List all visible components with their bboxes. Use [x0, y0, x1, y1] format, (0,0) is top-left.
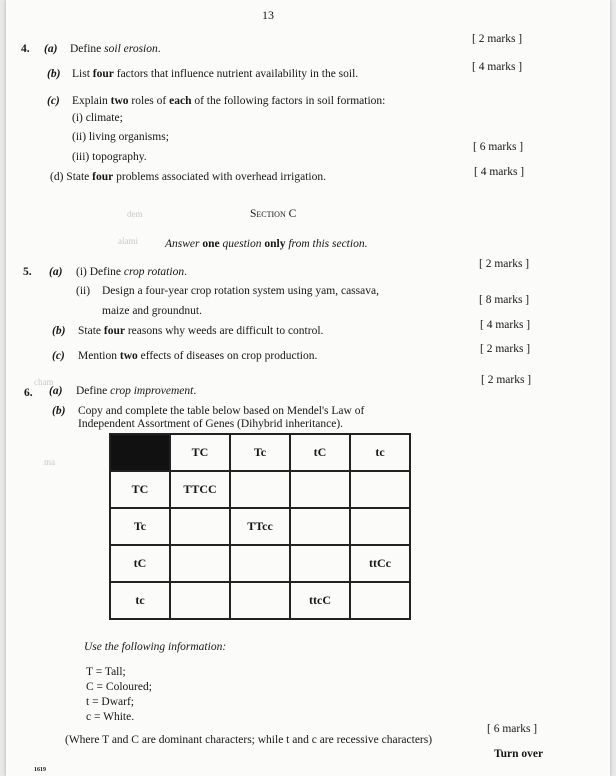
- q4b-label: (b): [47, 68, 61, 80]
- table-row-header: Tc: [110, 508, 170, 545]
- table-header-cell: Tc: [230, 434, 290, 471]
- q4a-text: Define soil erosion.: [70, 43, 161, 55]
- table-cell: [290, 471, 350, 508]
- q5c-marks: [ 2 marks ]: [480, 343, 531, 355]
- info-heading: Use the following information:: [84, 641, 227, 653]
- table-row-header: tC: [110, 545, 170, 582]
- section-instruction: Answer one question only from this section.: [165, 238, 368, 250]
- q6a-marks: [ 2 marks ]: [481, 374, 532, 386]
- q5a-ii-marks: [ 8 marks ]: [479, 294, 530, 306]
- q4c-marks: [ 6 marks ]: [473, 141, 524, 153]
- q5a-ii-label: (ii): [76, 285, 91, 297]
- q4a-marks: [ 2 marks ]: [472, 33, 523, 45]
- info-line-4: c = White.: [86, 711, 135, 723]
- table-cell: [290, 545, 350, 582]
- info-line-3: t = Dwarf;: [86, 696, 134, 708]
- table-corner-cell: [110, 434, 170, 471]
- q4a-label: (a): [44, 43, 58, 55]
- q4c-item-2: (ii) living organisms;: [72, 131, 169, 143]
- bleed-through-text: ma: [44, 457, 55, 467]
- q6a-text: Define crop improvement.: [76, 385, 197, 397]
- table-row-header: tc: [110, 582, 170, 619]
- info-line-1: T = Tall;: [86, 666, 126, 678]
- section-heading: Section C: [250, 208, 297, 220]
- table-cell: [230, 545, 290, 582]
- q5c-label: (c): [52, 350, 65, 362]
- q5c-text: Mention two effects of diseases on crop production.: [78, 350, 318, 362]
- table-row: [110, 508, 410, 545]
- q5a-i-text: (i) Define crop rotation.: [76, 266, 187, 278]
- q4c-text: Explain two roles of each of the following factors in soil formation:: [72, 95, 386, 107]
- q5-number: 5.: [23, 266, 32, 278]
- q4b-text: List four factors that influence nutrient availability in the soil.: [72, 68, 359, 80]
- page-number: 13: [262, 8, 274, 22]
- exam-page: [6, 0, 610, 776]
- table-cell: ttCc: [350, 545, 410, 582]
- table-cell: [290, 508, 350, 545]
- table-cell: TTCC: [170, 471, 230, 508]
- q5b-label: (b): [52, 325, 66, 337]
- turn-over: Turn over: [494, 748, 544, 760]
- table-header-cell: tC: [290, 434, 350, 471]
- bleed-through-text: cham: [34, 377, 54, 387]
- table-header-cell: TC: [170, 434, 230, 471]
- q4c-label: (c): [47, 95, 60, 107]
- table-cell: [350, 508, 410, 545]
- q5a-ii-line1: Design a four-year crop rotation system using yam, cassava,: [102, 285, 379, 297]
- q5a-ii-line2: maize and groundnut.: [102, 305, 202, 317]
- table-cell: [350, 471, 410, 508]
- q4d-marks: [ 4 marks ]: [474, 166, 525, 178]
- table-cell: ttcC: [290, 582, 350, 619]
- footer-code: 1619: [34, 767, 46, 773]
- q6-number: 6.: [24, 387, 33, 399]
- info-note: (Where T and C are dominant characters; while t and c are recessive characters): [65, 734, 433, 746]
- q4b-marks: [ 4 marks ]: [472, 61, 523, 73]
- q6b-line1: Copy and complete the table below based on Mendel's Law of: [78, 405, 365, 417]
- table-cell: [230, 582, 290, 619]
- table-row: [110, 582, 410, 619]
- table-cell: [170, 545, 230, 582]
- q4c-item-3: (iii) topography.: [72, 151, 147, 163]
- q6a-label: (a): [49, 385, 63, 397]
- bleed-through-text: alami: [118, 236, 138, 246]
- q4-number: 4.: [21, 43, 30, 55]
- table-header-cell: tc: [350, 434, 410, 471]
- q5b-marks: [ 4 marks ]: [480, 319, 531, 331]
- q6b-line2: Independent Assortment of Genes (Dihybrid inheritance).: [78, 418, 344, 430]
- table-cell: [230, 471, 290, 508]
- table-row: [110, 434, 410, 471]
- dihybrid-table: [109, 433, 411, 620]
- q4c-item-1: (i) climate;: [72, 112, 123, 124]
- table-row: [110, 545, 410, 582]
- table-row: [110, 471, 410, 508]
- q6b-marks: [ 6 marks ]: [487, 723, 538, 735]
- bleed-through-text: dem: [127, 209, 143, 219]
- q5a-i-marks: [ 2 marks ]: [479, 258, 530, 270]
- q6b-label: (b): [52, 405, 66, 417]
- table-cell: [170, 508, 230, 545]
- q4d-text: (d) State four problems associated with overhead irrigation.: [50, 171, 326, 183]
- table-cell: [170, 582, 230, 619]
- table-cell: [350, 582, 410, 619]
- table-row-header: TC: [110, 471, 170, 508]
- q5b-text: State four reasons why weeds are difficult to control.: [78, 325, 324, 337]
- info-line-2: C = Coloured;: [86, 681, 152, 693]
- table-cell: TTcc: [230, 508, 290, 545]
- q5a-label: (a): [49, 266, 63, 278]
